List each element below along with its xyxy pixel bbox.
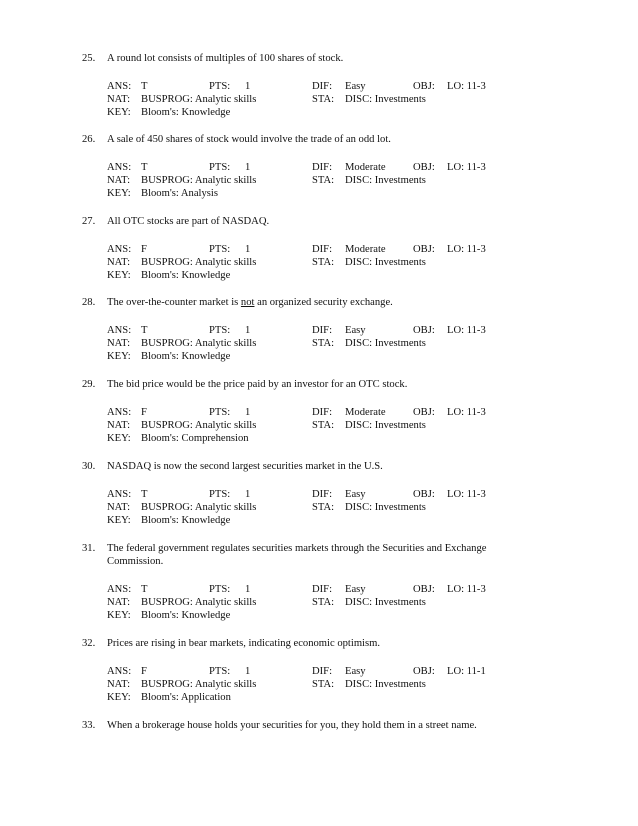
sta-value: DISC: Investments	[345, 502, 426, 513]
answer-row	[0, 243, 638, 256]
key-label: KEY:	[107, 107, 131, 118]
sta-label: STA:	[312, 338, 335, 349]
sta-label: STA:	[312, 502, 335, 513]
nat-value: BUSPROG: Analytic skills	[141, 257, 257, 268]
ans-label: ANS:	[107, 81, 132, 92]
ans-value: T	[141, 489, 148, 500]
ans-label: ANS:	[107, 489, 132, 500]
answer-row	[0, 583, 638, 596]
obj-label: OBJ:	[413, 489, 435, 500]
obj-label: OBJ:	[413, 244, 435, 255]
pts-value: 1	[245, 407, 251, 418]
sta-label: STA:	[312, 679, 335, 690]
nat-sta-row	[0, 501, 638, 514]
obj-value: LO: 11-1	[447, 666, 486, 677]
pts-label: PTS:	[209, 162, 231, 173]
dif-value: Easy	[345, 81, 366, 92]
obj-label: OBJ:	[413, 81, 435, 92]
answer-row	[0, 488, 638, 501]
pts-value: 1	[245, 244, 251, 255]
dif-value: Easy	[345, 584, 366, 595]
ans-label: ANS:	[107, 407, 132, 418]
nat-value: BUSPROG: Analytic skills	[141, 338, 257, 349]
key-label: KEY:	[107, 270, 131, 281]
dif-value: Moderate	[345, 244, 386, 255]
dif-label: DIF:	[312, 489, 333, 500]
question-text	[107, 296, 547, 309]
question-text-part: an organized security exchange.	[254, 297, 393, 308]
ans-label: ANS:	[107, 584, 132, 595]
sta-label: STA:	[312, 94, 335, 105]
question-number: 26.	[82, 134, 96, 145]
nat-sta-row	[0, 596, 638, 609]
dif-value: Easy	[345, 489, 366, 500]
obj-value: LO: 11-3	[447, 489, 486, 500]
pts-value: 1	[245, 162, 251, 173]
obj-label: OBJ:	[413, 162, 435, 173]
question-text: Prices are rising in bear markets, indicating economic optimism.	[107, 638, 381, 649]
key-value: Bloom's: Analysis	[141, 188, 218, 199]
dif-value: Moderate	[345, 162, 386, 173]
answer-row	[0, 80, 638, 93]
pts-label: PTS:	[209, 584, 231, 595]
nat-value: BUSPROG: Analytic skills	[141, 679, 257, 690]
dif-label: DIF:	[312, 81, 333, 92]
answer-row	[0, 665, 638, 678]
obj-value: LO: 11-3	[447, 81, 486, 92]
sta-label: STA:	[312, 597, 335, 608]
key-row	[0, 432, 638, 445]
dif-label: DIF:	[312, 325, 333, 336]
nat-label: NAT:	[107, 257, 131, 268]
nat-sta-row	[0, 93, 638, 106]
pts-label: PTS:	[209, 666, 231, 677]
obj-value: LO: 11-3	[447, 325, 486, 336]
nat-value: BUSPROG: Analytic skills	[141, 420, 257, 431]
nat-label: NAT:	[107, 597, 131, 608]
obj-value: LO: 11-3	[447, 244, 486, 255]
nat-sta-row	[0, 174, 638, 187]
nat-label: NAT:	[107, 338, 131, 349]
key-label: KEY:	[107, 433, 131, 444]
dif-label: DIF:	[312, 162, 333, 173]
key-row	[0, 691, 638, 704]
nat-value: BUSPROG: Analytic skills	[141, 597, 257, 608]
nat-sta-row	[0, 337, 638, 350]
dif-value: Easy	[345, 666, 366, 677]
sta-value: DISC: Investments	[345, 94, 426, 105]
pts-label: PTS:	[209, 81, 231, 92]
sta-value: DISC: Investments	[345, 175, 426, 186]
pts-value: 1	[245, 81, 251, 92]
key-value: Bloom's: Application	[141, 692, 231, 703]
nat-sta-row	[0, 678, 638, 691]
answer-row	[0, 406, 638, 419]
pts-label: PTS:	[209, 407, 231, 418]
key-value: Bloom's: Knowledge	[141, 351, 231, 362]
ans-value: F	[141, 407, 147, 418]
question-number: 28.	[82, 297, 96, 308]
question-number: 31.	[82, 543, 96, 554]
key-row	[0, 106, 638, 119]
ans-value: T	[141, 81, 148, 92]
nat-sta-row	[0, 256, 638, 269]
dif-label: DIF:	[312, 407, 333, 418]
dif-value: Moderate	[345, 407, 386, 418]
key-row	[0, 187, 638, 200]
dif-value: Easy	[345, 325, 366, 336]
question-text: The bid price would be the price paid by an investor for an OTC stock.	[107, 379, 408, 390]
key-label: KEY:	[107, 610, 131, 621]
ans-label: ANS:	[107, 244, 132, 255]
underlined-word: not	[240, 297, 255, 308]
question-text: NASDAQ is now the second largest securities market in the U.S.	[107, 461, 383, 472]
key-value: Bloom's: Knowledge	[141, 270, 231, 281]
question-number: 25.	[82, 53, 96, 64]
sta-value: DISC: Investments	[345, 257, 426, 268]
question-text-part: The over-the-counter market is	[107, 297, 241, 308]
obj-label: OBJ:	[413, 407, 435, 418]
key-row	[0, 514, 638, 527]
nat-label: NAT:	[107, 94, 131, 105]
pts-label: PTS:	[209, 325, 231, 336]
key-row	[0, 609, 638, 622]
question-number: 30.	[82, 461, 96, 472]
question-text: When a brokerage house holds your securities for you, they hold them in a street name.	[107, 720, 477, 731]
ans-value: F	[141, 244, 147, 255]
sta-value: DISC: Investments	[345, 420, 426, 431]
ans-value: F	[141, 666, 147, 677]
obj-label: OBJ:	[413, 325, 435, 336]
sta-value: DISC: Investments	[345, 338, 426, 349]
nat-label: NAT:	[107, 175, 131, 186]
question-text: A sale of 450 shares of stock would involve the trade of an odd lot.	[107, 134, 391, 145]
sta-label: STA:	[312, 257, 335, 268]
key-label: KEY:	[107, 515, 131, 526]
nat-sta-row	[0, 419, 638, 432]
pts-label: PTS:	[209, 244, 231, 255]
pts-value: 1	[245, 325, 251, 336]
nat-label: NAT:	[107, 679, 131, 690]
dif-label: DIF:	[312, 584, 333, 595]
obj-value: LO: 11-3	[447, 584, 486, 595]
question-text: A round lot consists of multiples of 100 shares of stock.	[107, 53, 344, 64]
dif-label: DIF:	[312, 666, 333, 677]
key-label: KEY:	[107, 351, 131, 362]
obj-value: LO: 11-3	[447, 162, 486, 173]
answer-row	[0, 324, 638, 337]
key-value: Bloom's: Knowledge	[141, 107, 231, 118]
ans-value: T	[141, 162, 148, 173]
question-number: 32.	[82, 638, 96, 649]
nat-label: NAT:	[107, 502, 131, 513]
nat-value: BUSPROG: Analytic skills	[141, 175, 257, 186]
nat-value: BUSPROG: Analytic skills	[141, 502, 257, 513]
pts-value: 1	[245, 489, 251, 500]
ans-value: T	[141, 325, 148, 336]
key-row	[0, 350, 638, 363]
dif-label: DIF:	[312, 244, 333, 255]
obj-label: OBJ:	[413, 584, 435, 595]
key-row	[0, 269, 638, 282]
key-value: Bloom's: Knowledge	[141, 610, 231, 621]
pts-value: 1	[245, 584, 251, 595]
question-number: 27.	[82, 216, 96, 227]
pts-label: PTS:	[209, 489, 231, 500]
sta-label: STA:	[312, 420, 335, 431]
question-number: 33.	[82, 720, 96, 731]
ans-label: ANS:	[107, 325, 132, 336]
answer-row	[0, 161, 638, 174]
nat-value: BUSPROG: Analytic skills	[141, 94, 257, 105]
question-text: All OTC stocks are part of NASDAQ.	[107, 216, 270, 227]
key-value: Bloom's: Knowledge	[141, 515, 231, 526]
nat-label: NAT:	[107, 420, 131, 431]
question-number: 29.	[82, 379, 96, 390]
pts-value: 1	[245, 666, 251, 677]
key-label: KEY:	[107, 692, 131, 703]
ans-value: T	[141, 584, 148, 595]
question-text: The federal government regulates securities markets through the Securities and Exchange Commission.	[107, 543, 487, 567]
key-value: Bloom's: Comprehension	[141, 433, 249, 444]
key-label: KEY:	[107, 188, 131, 199]
ans-label: ANS:	[107, 162, 132, 173]
sta-value: DISC: Investments	[345, 597, 426, 608]
ans-label: ANS:	[107, 666, 132, 677]
obj-value: LO: 11-3	[447, 407, 486, 418]
obj-label: OBJ:	[413, 666, 435, 677]
sta-value: DISC: Investments	[345, 679, 426, 690]
sta-label: STA:	[312, 175, 335, 186]
